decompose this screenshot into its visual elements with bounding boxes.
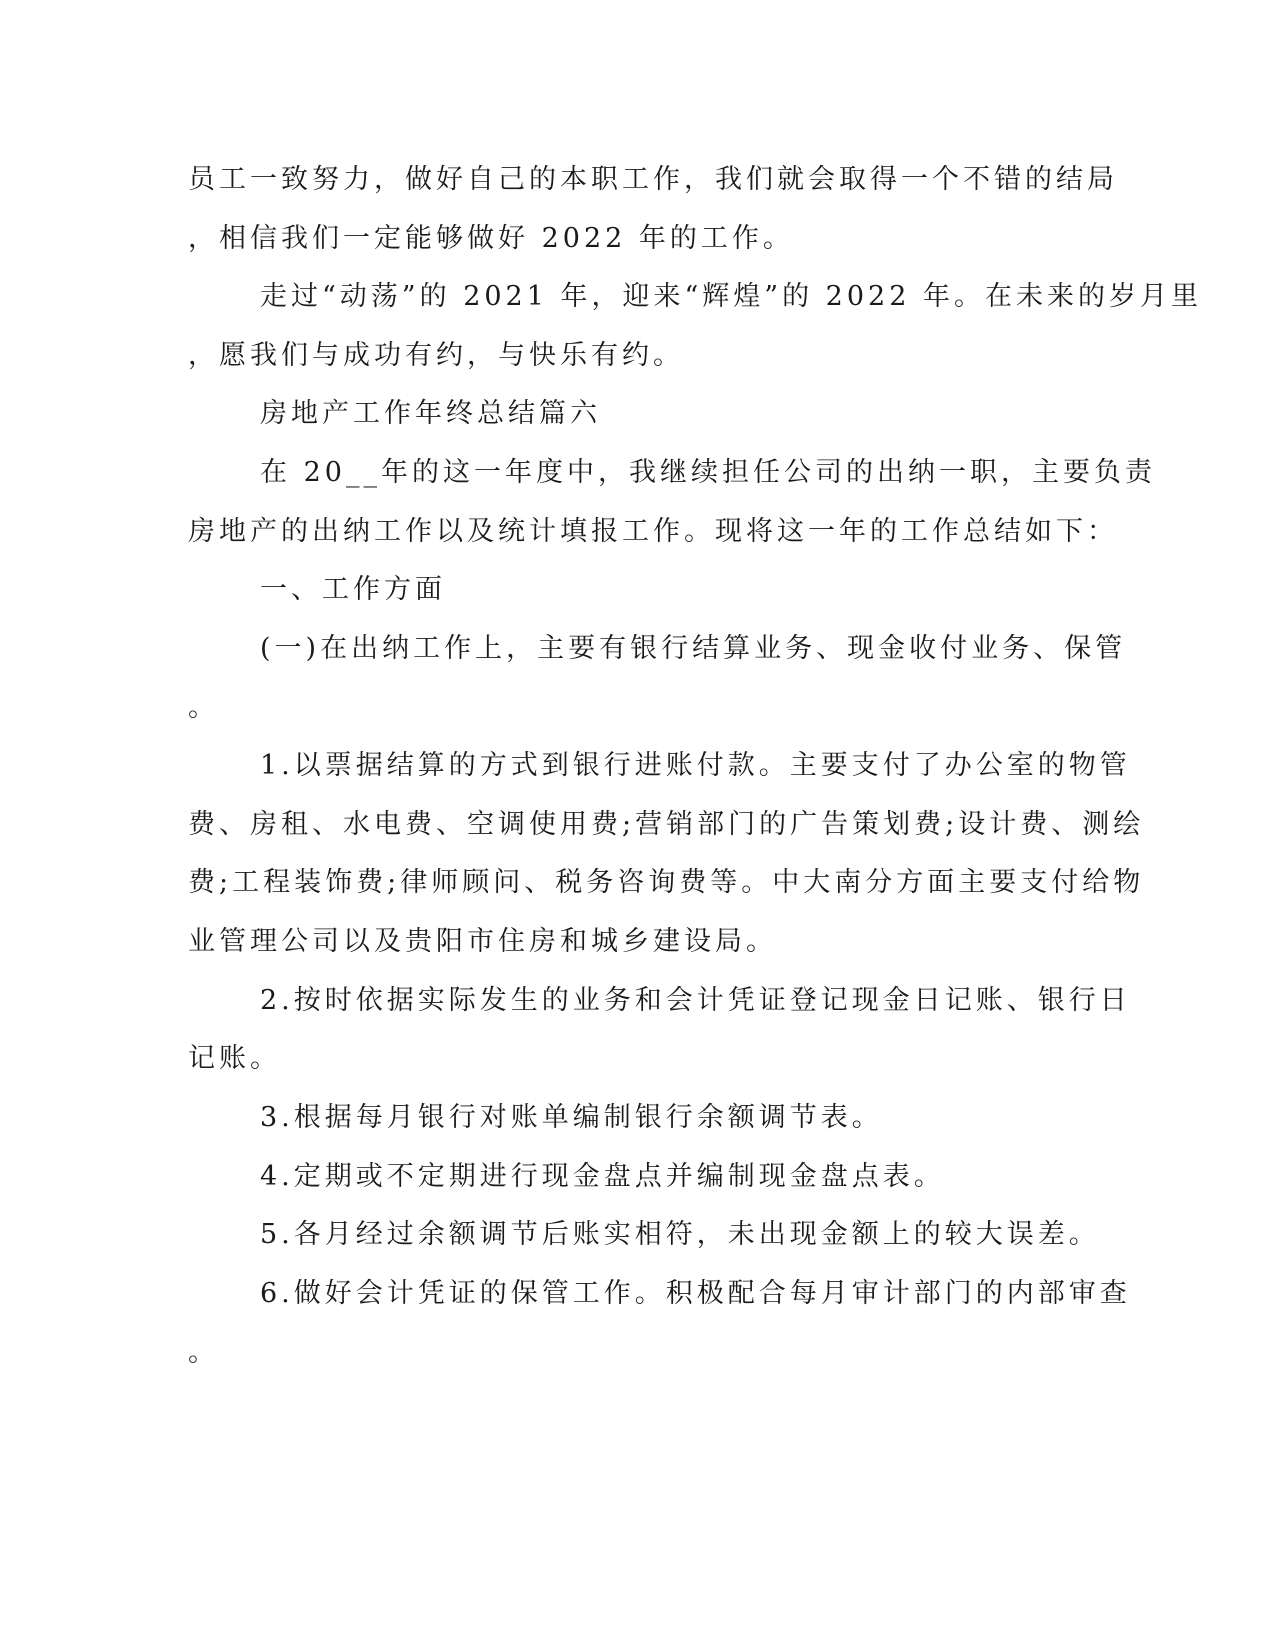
- paragraph-line: 员工一致努力，做好自己的本职工作，我们就会取得一个不错的结局: [188, 164, 1118, 195]
- list-item-line: 费;工程装饰费;律师顾问、税务咨询费等。中大南分方面主要支付给物: [188, 867, 1145, 898]
- list-item-line: 4.定期或不定期进行现金盘点并编制现金盘点表。: [260, 1161, 945, 1192]
- list-item-line: 。: [188, 1337, 219, 1368]
- subsection-heading: 一、工作方面: [260, 574, 446, 605]
- list-item-line: 业管理公司以及贵阳市住房和城乡建设局。: [188, 926, 777, 957]
- paragraph-line: ，愿我们与成功有约，与快乐有约。: [188, 340, 684, 371]
- list-item-line: 费、房租、水电费、空调使用费;营销部门的广告策划费;设计费、测绘: [188, 809, 1145, 840]
- paragraph-line: 走过“动荡”的 2021 年，迎来“辉煌”的 2022 年。在未来的岁月里: [260, 281, 1202, 312]
- list-item-line: 6.做好会计凭证的保管工作。积极配合每月审计部门的内部审查: [260, 1278, 1131, 1309]
- paragraph-line: 房地产的出纳工作以及统计填报工作。现将这一年的工作总结如下：: [188, 516, 1118, 547]
- list-item-line: 记账。: [188, 1043, 281, 1074]
- paragraph-line: (一)在出纳工作上，主要有银行结算业务、现金收付业务、保管: [260, 633, 1127, 664]
- paragraph-line: ，相信我们一定能够做好 2022 年的工作。: [188, 223, 794, 254]
- list-item-line: 5.各月经过余额调节后账实相符，未出现金额上的较大误差。: [260, 1219, 1100, 1250]
- paragraph-line: 。: [188, 692, 219, 723]
- list-item-line: 3.根据每月银行对账单编制银行余额调节表。: [260, 1102, 883, 1133]
- list-item-line: 2.按时依据实际发生的业务和会计凭证登记现金日记账、银行日: [260, 985, 1131, 1016]
- list-item-line: 1.以票据结算的方式到银行进账付款。主要支付了办公室的物管: [260, 750, 1131, 781]
- section-heading: 房地产工作年终总结篇六: [260, 398, 601, 429]
- paragraph-line: 在 20__年的这一年度中，我继续担任公司的出纳一职，主要负责: [260, 457, 1156, 488]
